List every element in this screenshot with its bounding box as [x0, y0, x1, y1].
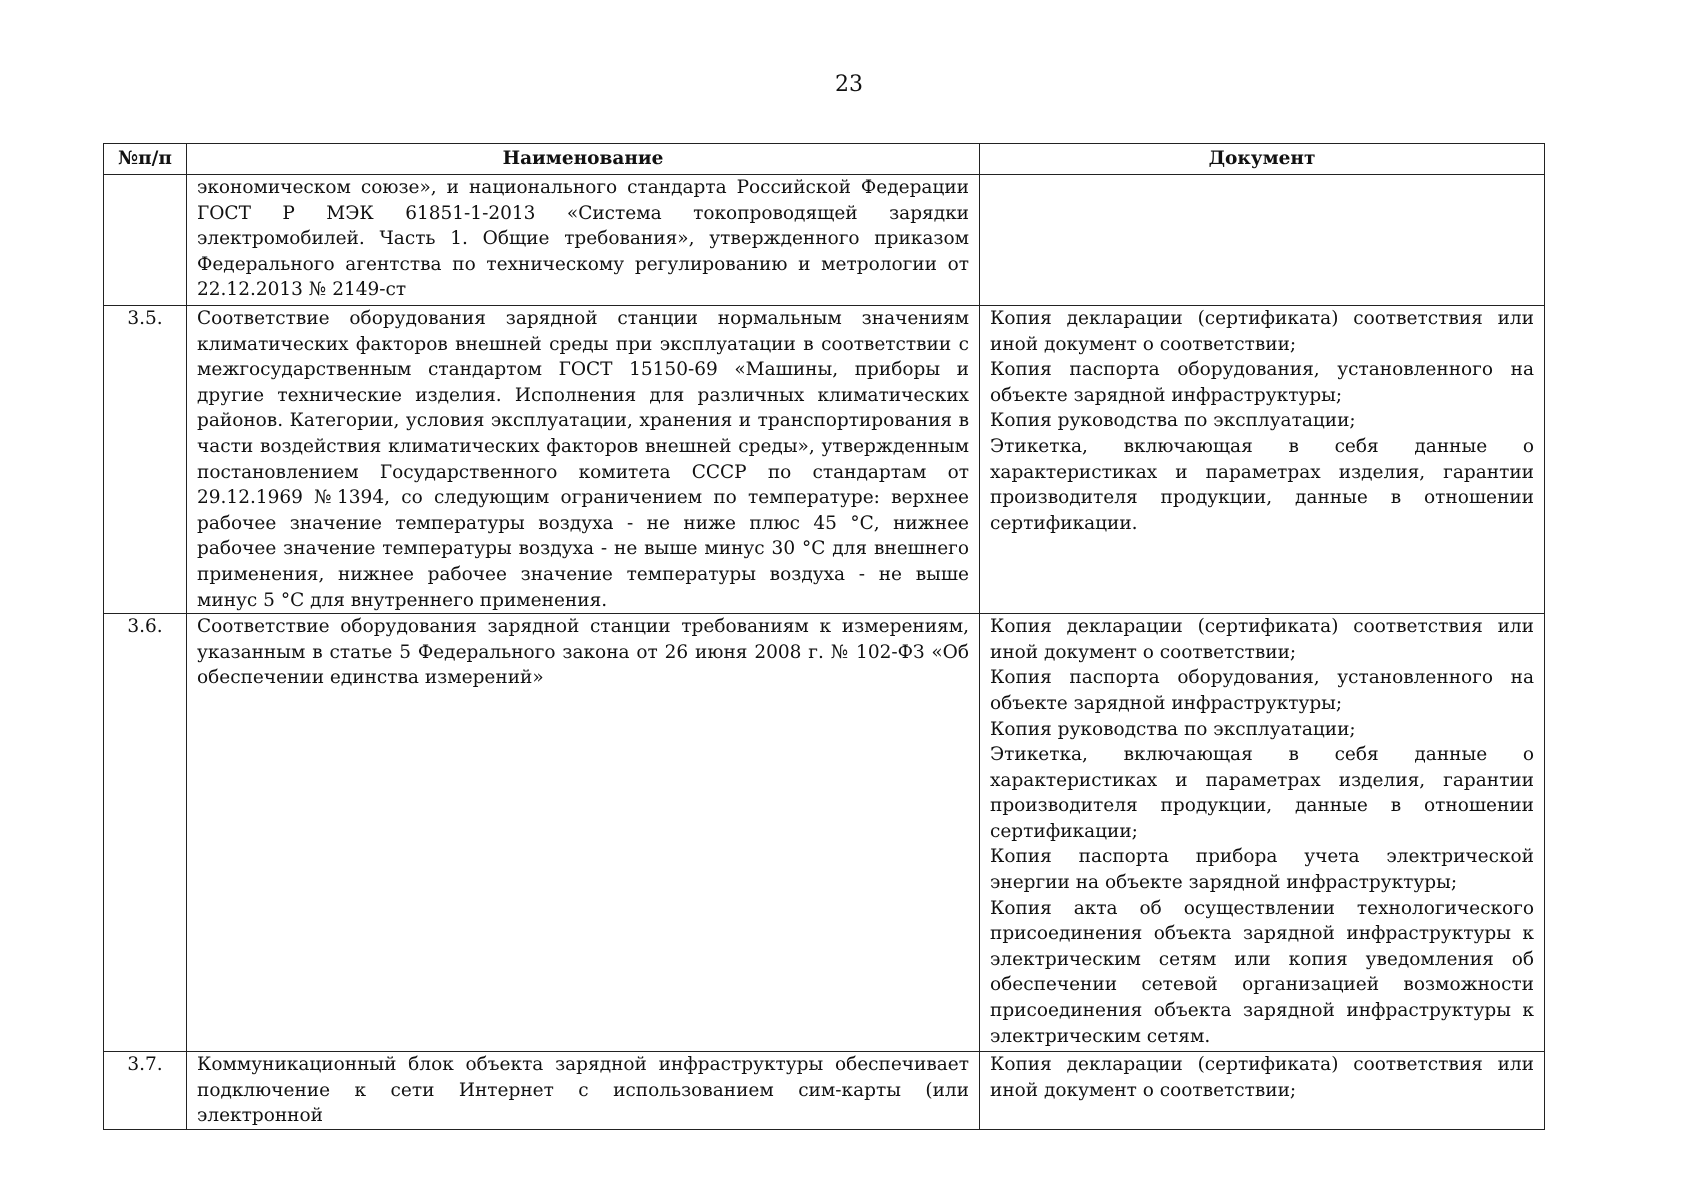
document-item: Копия паспорта прибора учета электрической энергии на объекте зарядной инфраструктуры;: [990, 846, 1534, 894]
row-name: Коммуникационный блок объекта зарядной инфраструктуры обеспечивает подключение к сети Интернет с использованием сим-карты (или электронной: [187, 1052, 980, 1130]
row-documents: [980, 1052, 1545, 1130]
document-item: Копия руководства по эксплуатации;: [990, 718, 1356, 740]
table-row: [104, 306, 1545, 614]
row-number: 3.5.: [104, 306, 187, 614]
document-item: Копия декларации (сертификата) соответствия или иной документ о соответствии;: [990, 616, 1534, 663]
document-item: Копия акта об осуществлении технологического присоединения объекта зарядной инфраструктуры к электрическим сетям или копия уведомления об обеспечении сетевой организацией возможности присоединения объекта зарядной инфраструктуры к электрическим сетям.: [990, 897, 1534, 1047]
document-item: Копия декларации (сертификата) соответствия или иной документ о соответствии;: [990, 308, 1534, 355]
row-number: [104, 175, 187, 306]
column-header-number: №п/п: [104, 144, 187, 175]
row-name: экономическом союзе», и национального стандарта Российской Федерации ГОСТ Р МЭК 61851-1-2013 «Система токопроводящей зарядки электромобилей. Часть 1. Общие требования», утвержденного приказом Федерального агентства по техническому регулированию и метрологии от 22.12.2013 № 2149-ст: [187, 175, 980, 306]
table-row: [104, 175, 1545, 306]
row-documents: [980, 175, 1545, 306]
table-row: [104, 1052, 1545, 1130]
column-header-document: Документ: [980, 144, 1545, 175]
column-header-name: Наименование: [187, 144, 980, 175]
document-item: Копия руководства по эксплуатации;: [990, 410, 1356, 432]
row-name: Соответствие оборудования зарядной станции требованиям к измерениям, указанным в статье 5 Федерального закона от 26 июня 2008 г. № 102-ФЗ «Об обеспечении единства измерений»: [187, 614, 980, 1052]
row-number: 3.6.: [104, 614, 187, 1052]
requirements-table: [103, 143, 1545, 1130]
document-item: Копия декларации (сертификата) соответствия или иной документ о соответствии;: [990, 1054, 1534, 1101]
row-name: Соответствие оборудования зарядной станции нормальным значениям климатических факторов внешней среды при эксплуатации в соответствии с межгосударственным стандартом ГОСТ 15150-69 «Машины, приборы и другие технические изделия. Исполнения для различных климатических районов. Категории, условия эксплуатации, хранения и транспортирования в части воздействия климатических факторов внешней среды», утвержденным постановлением Государственного комитета СССР по стандартам от 29.12.1969 №1394, со следующим ограничением по температуре: верхнее рабочее значение температуры воздуха - не ниже плюс 45 °С, нижнее рабочее значение температуры воздуха - не выше минус 30 °С для внешнего применения, нижнее рабочее значение температуры воздуха - не выше минус 5 °С для внутреннего применения.: [187, 306, 980, 614]
document-item: Копия паспорта оборудования, установленного на объекте зарядной инфраструктуры;: [990, 359, 1534, 406]
row-documents: [980, 614, 1545, 1052]
row-documents: [980, 306, 1545, 614]
document-item: Копия паспорта оборудования, установленного на объекте зарядной инфраструктуры;: [990, 667, 1534, 714]
table-header-row: [104, 144, 1545, 175]
row-number: 3.7.: [104, 1052, 187, 1130]
document-item: Этикетка, включающая в себя данные о характеристиках и параметрах изделия, гарантии производителя продукции, данные в отношении сертификации;: [990, 744, 1534, 842]
page-number: 23: [835, 72, 863, 97]
document-item: Этикетка, включающая в себя данные о характеристиках и параметрах изделия, гарантии производителя продукции, данные в отношении сертификации.: [990, 435, 1534, 534]
table-row: [104, 614, 1545, 1052]
